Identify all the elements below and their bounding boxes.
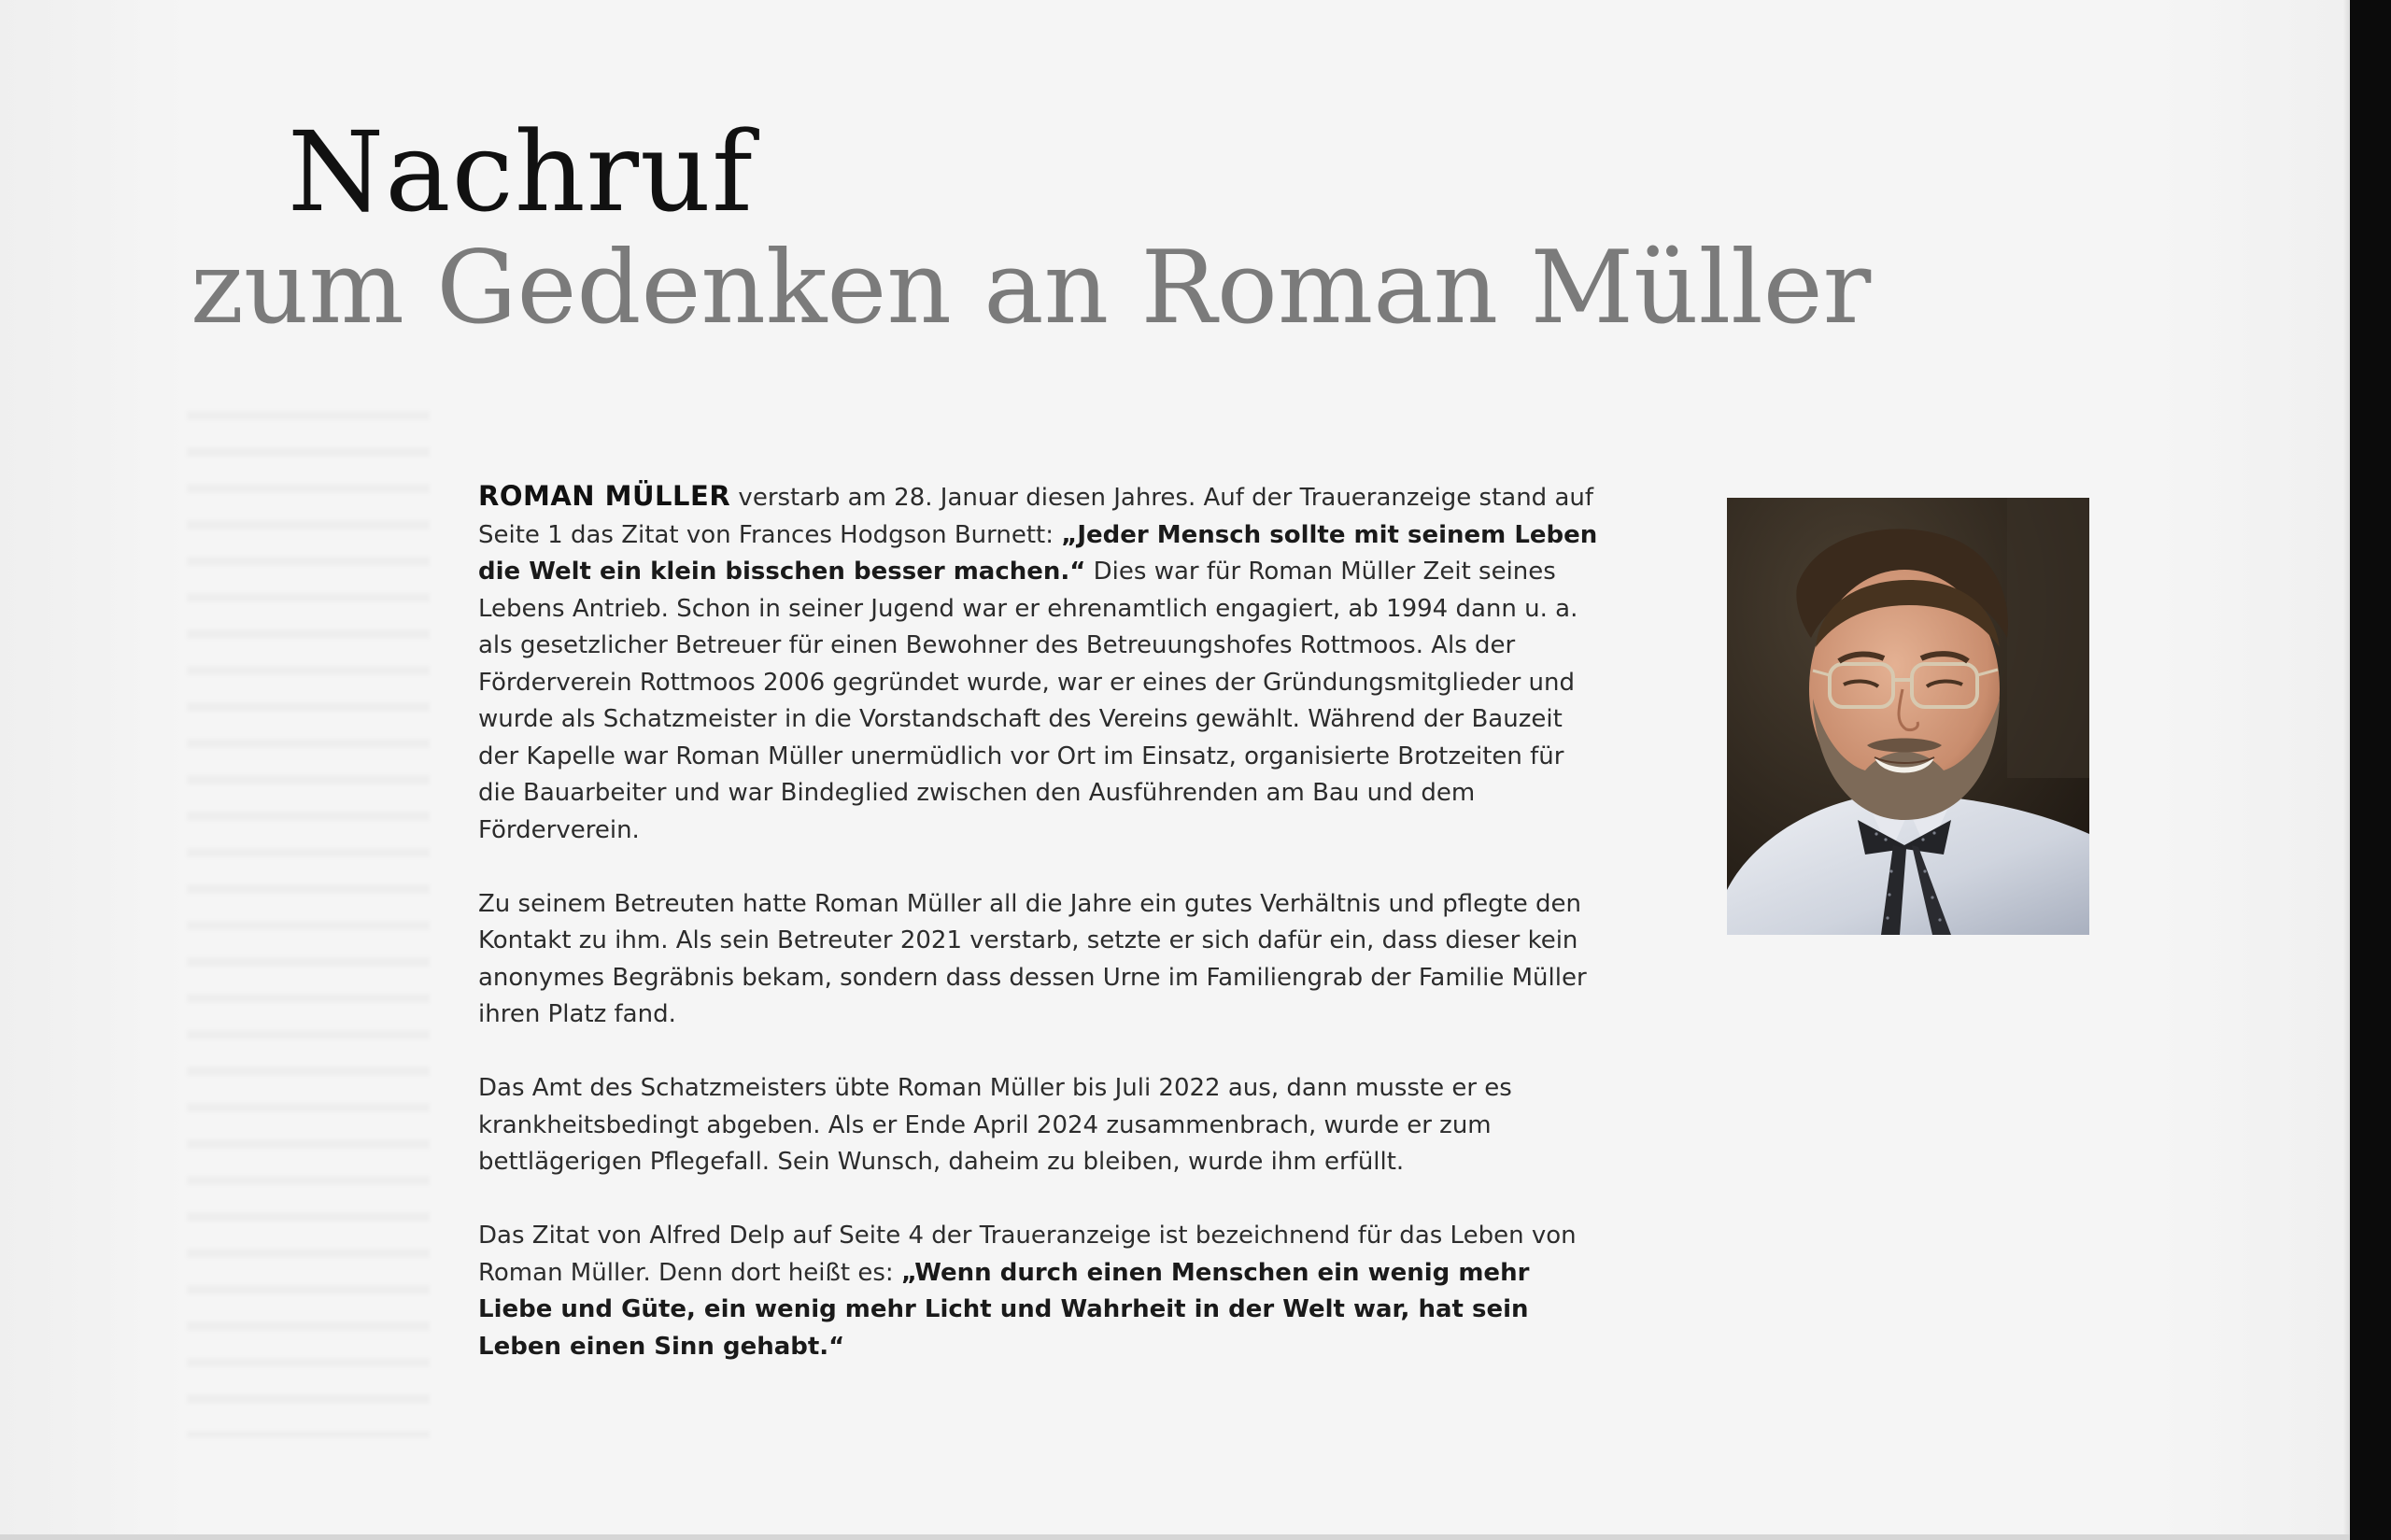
paragraph-3: Das Amt des Schatzmeisters übte Roman Müller bis Juli 2022 aus, dann musste er es krankheitsbedingt abgeben. Als er Ende April 2024 zusammenbrach, wurde er zum bettlägerigen Pflegefall. Sein Wunsch, daheim zu bleiben, wurde ihm erfüllt. — [478, 1074, 1512, 1176]
page-bottom-edge — [0, 1534, 2350, 1540]
paragraph-2: Zu seinem Betreuten hatte Roman Müller all die Jahre ein gutes Verhältnis und pflegte den Kontakt zu ihm. Als sein Betreuter 2021 verstarb, setzte er sich dafür ein, dass dieser kein anonymes Begräbnis bekam, sondern dass dessen Urne im Familiengrab der Familie Müller ihren Platz fand. — [478, 889, 1587, 1028]
paragraph-4-text: Das Zitat von Alfred Delp auf Seite 4 der Traueranzeige ist bezeichnend für das Leben von Roman Müller. Denn dort heißt es: — [478, 1222, 1577, 1287]
paragraph-1-text-b: Dies war für Roman Müller Zeit seines Lebens Antrieb. Schon in seiner Jugend war er ehrenamtlich engagiert, ab 1994 dann u. a. als gesetzlicher Betreuer für einen Bewohner des Betreuungshofes Rottmoos. Als der Förderverein Rottmoos 2006 gegründet wurde, war er eines der Gründungsmitglieder und wurde als Schatzmeister in die Vorstandschaft des Vereins gewählt. Während der Bauzeit der Kapelle war Roman Müller unermüdlich vor Ort im Einsatz, organisierte Brotzeiten für die Bauarbeiter und war Bindeglied zwischen den Ausführenden am Bau und dem Förderverein. — [478, 558, 1578, 844]
page-gutter-shadow — [2342, 0, 2350, 1540]
quote-burnett: „Jeder Mensch sollte mit seinem Leben die Welt ein klein bisschen besser machen.“ — [478, 520, 1598, 586]
page-title: Nachruf — [288, 107, 754, 236]
page-right-edge — [2350, 0, 2391, 1540]
article-body — [478, 478, 1608, 1403]
paragraph-1-text-a: verstarb am 28. Januar diesen Jahres. Auf der Traueranzeige stand auf Seite 1 das Zitat von Frances Hodgson Burnett: — [478, 484, 1594, 549]
show-through-text — [187, 411, 430, 1438]
deceased-name: ROMAN MÜLLER — [478, 480, 731, 512]
paragraph-1 — [478, 478, 1608, 849]
portrait-photo — [1727, 498, 2089, 935]
page-subtitle: zum Gedenken an Roman Müller — [191, 230, 1872, 346]
quote-delp: „Wenn durch einen Menschen ein wenig mehr Liebe und Güte, ein wenig mehr Licht und Wahrheit in der Welt war, hat sein Leben einen Sinn gehabt.“ — [478, 1258, 1530, 1361]
paragraph-4 — [478, 1218, 1608, 1365]
